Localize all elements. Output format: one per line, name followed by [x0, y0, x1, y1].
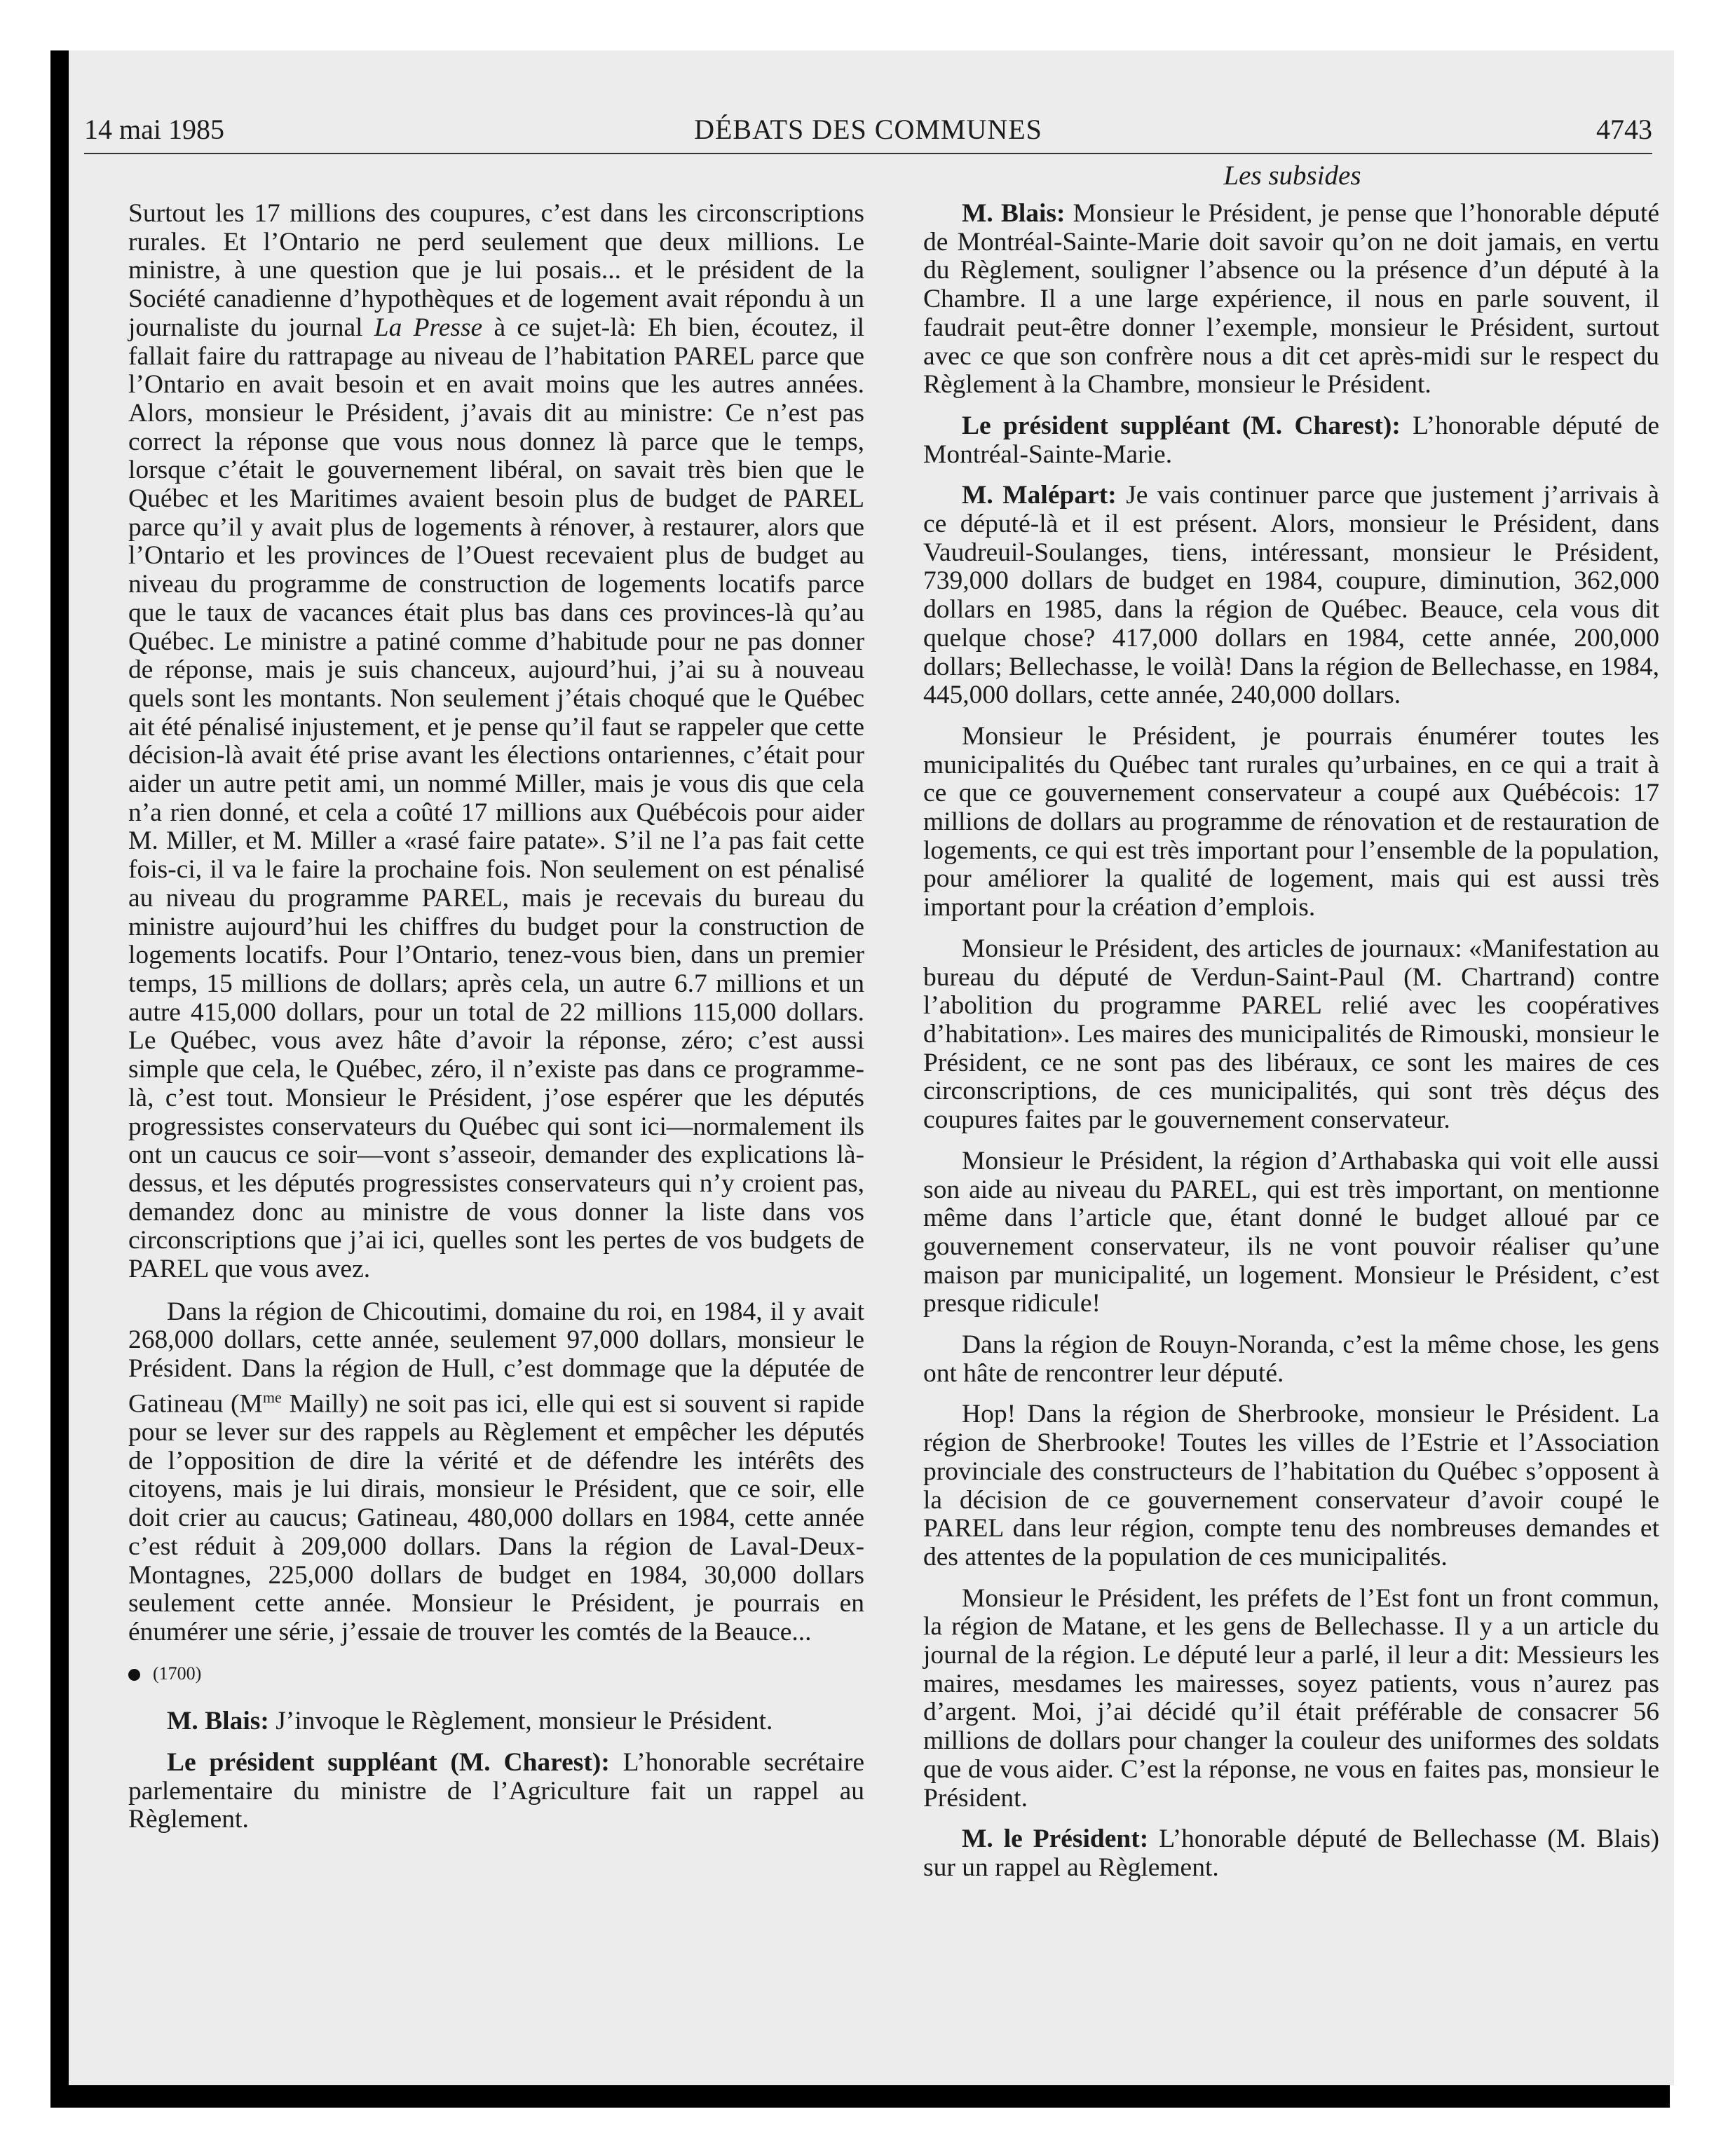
left-column	[128, 200, 864, 1847]
right-paragraph-10	[923, 1825, 1659, 1882]
header-title: DÉBATS DES COMMUNES	[694, 114, 1042, 145]
right-paragraph-8: Hop! Dans la région de Sherbrooke, monsieur le Président. La région de Sherbrooke! Toutes les villes de l’Estrie et l’Association provinciale des constructeurs de l’habitation du Québec s’opposent à la décision de ce gouvernement conservateur d’avoir coupé le PAREL dans leur région, compte tenu des nombreuses demandes et des attentes de la population de ces municipalités.	[923, 1400, 1659, 1571]
left-paragraph-1	[128, 200, 864, 1284]
time-marker	[128, 1660, 864, 1688]
left-p2-sup: me	[262, 1388, 282, 1406]
right-paragraph-7: Dans la région de Rouyn-Noranda, c’est la même chose, les gens ont hâte de rencontrer leur député.	[923, 1330, 1659, 1388]
right-paragraph-1	[923, 200, 1659, 400]
running-header	[84, 104, 1652, 154]
scan-border-bottom	[50, 2085, 1670, 2108]
left-p1-end: à ce sujet-là: Eh bien, écoutez, il fallait faire du rattrapage au niveau de l’habitation PAREL parce que l’Ontario en avait besoin et en avait moins que les autres années. Alors, monsieur le Président, j’avais dit au ministre: Ce n’est pas correct la réponse que vous nous donnez là parce que le temps, lorsque c’était le gouvernement libéral, on savait très bien que le Québec et les Maritimes avaient besoin plus de budget de PAREL parce qu’il y avait plus de logements à rénover, à restaurer, alors que l’Ontario et les provinces de l’Ouest recevaient plus de budget au niveau du programme de construction de logements locatifs parce que le taux de vacances était plus bas dans ces provinces-là qu’au Québec. Le ministre a patiné comme d’habitude pour ne pas donner de réponse, mais je suis chanceux, aujourd’hui, j’ai su à nouveau quels sont les montants. Non seulement j’étais choqué que le Québec ait été pénalisé injustement, et je pense qu’il faut se rappeler que cette décision-là avait été prise avant les élections ontariennes, c’était pour aider un autre petit ami, un nommé Miller, mais je vous dis que cela n’a rien donné, et cela a coûté 17 millions aux Québécois pour aider M. Miller, et M. Miller a «rasé faire patate». S’il ne l’a pas fait cette fois-ci, il va le faire la prochaine fois. Non seulement on est pénalisé au niveau du programme PAREL, mais je recevais du bureau du ministre aujourd’hui les chiffres du budget pour la construction de logements locatifs. Pour l’Ontario, tenez-vous bien, dans un premier temps, 15 millions de dollars; après cela, un autre 6.7 millions et un autre 415,000 dollars, pour un total de 22 millions 115,000 dollars. Le Québec, vous avez hâte d’avoir la réponse, zéro; c’est aussi simple que cela, le Québec, zéro, il n’existe pas dans ce programme-là, c’est tout. Monsieur le Président, j’ose espérer que les députés progressistes conservateurs du Québec qui sont ici—normalement ils ont un caucus ce soir—vont s’asseoir, demander des explications là-dessus, et les députés progressistes conservateurs qui n’y croient pas, demandez donc au ministre de vous donner la liste dans vos circonscriptions que j’ai ici, quelles sont les pertes de vos budgets de PAREL que vous avez.	[128, 313, 864, 1284]
right-paragraph-4: Monsieur le Président, je pourrais énumérer toutes les municipalités du Québec tant rurales qu’urbaines, en ce qui a trait à ce que ce gouvernement conservateur a coupé aux Québécois: 17 millions de dollars au programme de rénovation et de restauration de logements, ce qui est très important pour l’ensemble de la population, pour améliorer la qualité de logement, mais qui est aussi très important pour la création d’emplois.	[923, 721, 1659, 922]
speech-text: J’invoque le Règlement, monsieur le Président.	[268, 1707, 773, 1736]
right-paragraph-3	[923, 482, 1659, 710]
speech-text: L’honorable secrétaire parlementaire du ministre de l’Agriculture fait un rappel au Règlement.	[128, 1748, 864, 1834]
speech-text: Je vais continuer parce que justement j’arrivais à ce député-là et il est présent. Alors, monsieur le Président, dans Vaudreuil-Soulanges, tiens, intéressant, monsieur le Président, 739,000 dollars de budget en 1984, coupure, diminution, 362,000 dollars en 1985, dans la région de Québec. Beauce, cela vous dit quelque chose? 417,000 dollars en 1984, cette année, 200,000 dollars; Bellechasse, le voilà! Dans la région de Bellechasse, en 1984, 445,000 dollars, cette année, 240,000 dollars.	[923, 481, 1659, 710]
left-p2-end: Mailly) ne soit pas ici, elle qui est si souvent si rapide pour se lever sur des rappels au Règlement et empêcher les députés de l’opposition de dire la vérité et de défendre les intérêts des citoyens, mais je lui dirais, monsieur le Président, que ce soir, elle doit crier au caucus; Gatineau, 480,000 dollars en 1984, cette année c’est réduit à 209,000 dollars. Dans la région de Laval-Deux-Montagnes, 225,000 dollars de budget en 1984, 30,000 dollars seulement cette année. Monsieur le Président, je pourrais en énumérer une série, j’essaie de trouver les comtés de la Beauce...	[128, 1389, 864, 1646]
left-p2-start: Dans la région de Chicoutimi, domaine du roi, en 1984, il y avait 268,000 dollars, cette année, seulement 97,000 dollars, monsieur le Président. Dans la région de Hull, c’est dommage que la députée de Gatineau (M	[128, 1297, 864, 1419]
speaker-label: Le président suppléant (M. Charest):	[167, 1748, 610, 1778]
section-title: Les subsides	[1223, 161, 1361, 191]
left-paragraph-3	[128, 1707, 864, 1736]
left-paragraph-2	[128, 1298, 864, 1647]
header-page-number: 4743	[1596, 114, 1652, 145]
speaker-label: M. le Président:	[962, 1824, 1149, 1854]
bullet-dot-icon	[128, 1669, 140, 1681]
speaker-label: M. Blais:	[167, 1707, 269, 1736]
right-paragraph-9: Monsieur le Président, les préfets de l’Est font un front commun, la région de Matane, et les gens de Bellechasse. Il y a un article du journal de la région. Le député leur a parlé, il leur a dit: Messieurs les maires, mesdames les mairesses, soyez patients, vous n’aurez pas d’argent. Moi, j’ai décidé qu’il était préférable de consacrer 56 millions de dollars pour changer la couleur des uniformes des soldats que de vous aider. C’est la réponse, ne vous en faites pas, monsieur le Président.	[923, 1583, 1659, 1813]
right-paragraph-2	[923, 412, 1659, 469]
header-date: 14 mai 1985	[84, 114, 224, 145]
speech-text: L’honorable député de Montréal-Sainte-Marie.	[923, 411, 1660, 469]
speaker-label: M. Blais:	[962, 199, 1066, 228]
left-paragraph-4	[128, 1749, 864, 1834]
speaker-label: M. Malépart:	[962, 481, 1117, 510]
right-paragraph-5: Monsieur le Président, des articles de journaux: «Manifestation au bureau du député de Verdun-Saint-Paul (M. Chartrand) contre l’abolition du programme PAREL relié avec les coopératives d’habitation». Les maires des municipalités de Rimouski, monsieur le Président, ce ne sont pas des libéraux, ce sont les maires de ces circonscriptions, de ces municipalités, qui sont très déçus des coupures faites par le gouvernement conservateur.	[923, 934, 1659, 1135]
scan-border-left	[50, 50, 69, 2108]
speech-text: L’honorable député de Bellechasse (M. Blais) sur un rappel au Règlement.	[923, 1824, 1659, 1882]
speaker-label: Le président suppléant (M. Charest):	[962, 411, 1401, 440]
time-marker-text: (1700)	[153, 1663, 202, 1684]
speech-text: Monsieur le Président, je pense que l’honorable député de Montréal-Sainte-Marie doit savoir qu’on ne doit jamais, en vertu du Règlement, souligner l’absence ou la présence d’un député à la Chambre. Il a une large expérience, il nous en parle souvent, il faudrait peut-être donner l’exemple, monsieur le Président, surtout avec ce que son confrère nous a dit cet après-midi sur le respect du Règlement à la Chambre, monsieur le Président.	[923, 199, 1659, 400]
left-p1-text: Surtout les 17 millions des coupures, c’est dans les circonscriptions rurales. Et l’Ontario ne perd seulement que deux millions. Le ministre, à une question que je lui posais... et le président de la Société canadienne d’hypothèques et de logement avait répondu à un journaliste du journal	[128, 199, 864, 342]
right-paragraph-6: Monsieur le Président, la région d’Arthabaska qui voit elle aussi son aide au niveau du PAREL, qui est très important, on mentionne même dans l’article que, étant donné le budget alloué par ce gouvernement conservateur, ils ne vont pouvoir réaliser qu’une maison par municipalité, un logement. Monsieur le Président, c’est presque ridicule!	[923, 1146, 1659, 1318]
right-column	[923, 200, 1659, 1895]
newspaper-title: La Presse	[374, 313, 483, 342]
